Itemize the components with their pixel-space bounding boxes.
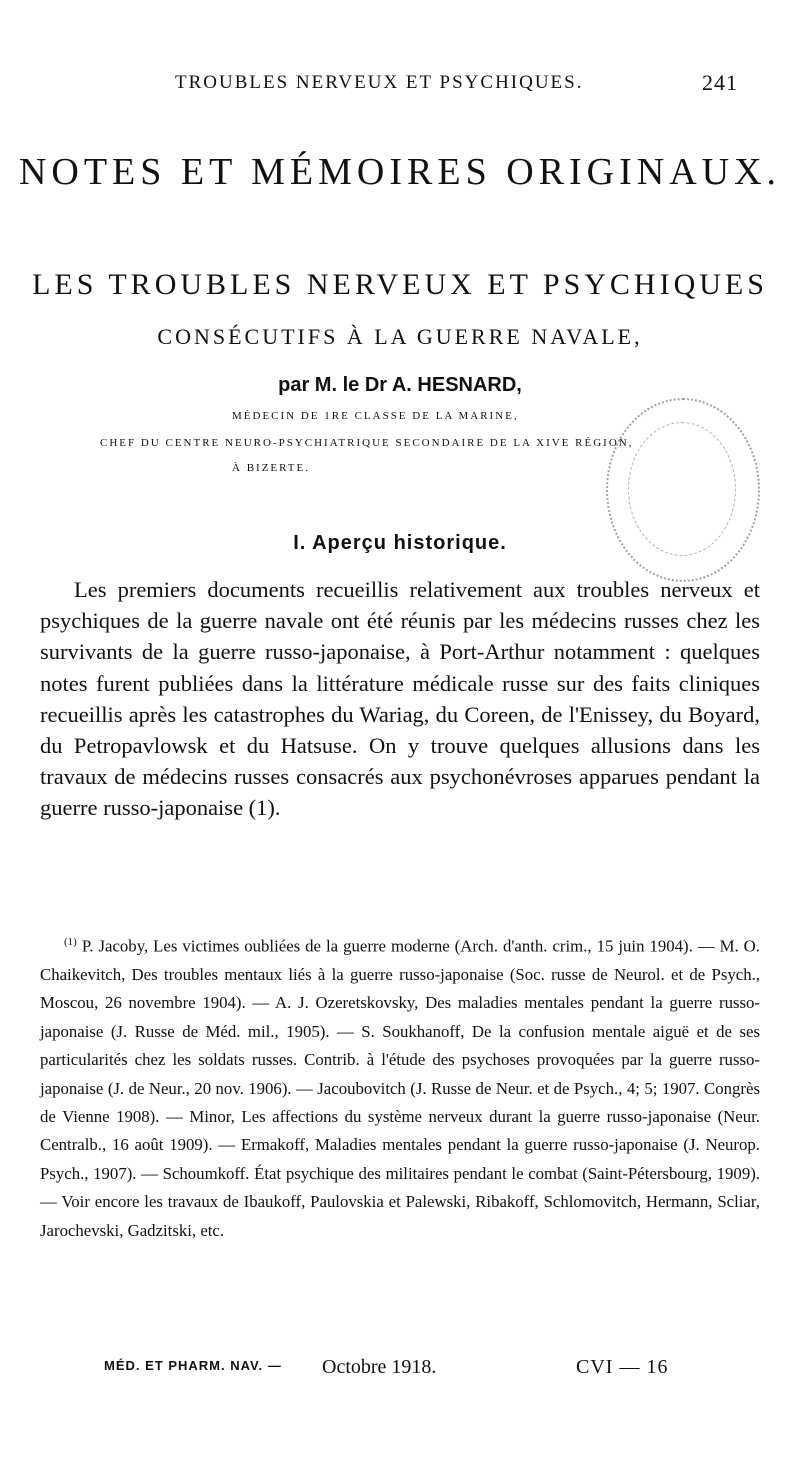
article-title: LES TROUBLES NERVEUX ET PSYCHIQUES — [32, 268, 768, 301]
running-head — [0, 72, 800, 102]
section-heading-historique: I. Aperçu historique. — [293, 532, 507, 554]
body-text — [40, 574, 760, 824]
article-subtitle: CONSÉCUTIFS À LA GUERRE NAVALE, — [157, 324, 643, 349]
footnote — [40, 928, 760, 1245]
footnotes — [40, 928, 760, 1245]
footnote-text: P. Jacoby, Les victimes oubliées de la guerre moderne (Arch. d'anth. crim., 15 juin 1904). — M. O. Chaikevitch, Des troubles mentaux liés à la guerre russo-japonaise (Soc. russe de Neurol. et de Psych., Moscou, 26 novembre 1904). — A. J. Ozeretskovsky, Des maladies mentales pendant la guerre russo-japonaise (J. Russe de Méd. mil., 1905). — S. Soukhanoff, De la confusion mentale aiguë et de ses particularités chez les soldats russes. Contrib. à l'étude des psychoses provoquées par la guerre russo-japonaise (J. de Neur., 20 nov. 1906). — Jacoubovitch (J. Russe de Neur. et de Psych., 4; 5; 1907. Congrès de Vienne 1908). — Minor, Les affections du système nerveux durant la guerre russo-japonaise (Neur. Centralb., 16 août 1909). — Ermakoff, Maladies mentales pendant la guerre russo-japonaise (J. Neurop. Psych., 1907). — Schoumkoff. État psychique des militaires pendant le combat (Saint-Pétersbourg, 1909). — Voir encore les travaux de Ibaukoff, Paulovskia et Palewski, Ribakoff, Schlomovitch, Hermann, Scliar, Jarochevski, Gadzitski, etc. — [40, 936, 760, 1240]
page-number: 241 — [702, 70, 738, 95]
author-affiliation-place: À BIZERTE. — [232, 462, 310, 474]
running-head-title: TROUBLES NERVEUX ET PSYCHIQUES. — [175, 72, 584, 93]
body-paragraph: Les premiers documents recueillis relativement aux troubles nerveux et psychiques de la guerre navale ont été réunis par les médecins russes chez les survivants de la guerre russo-japonaise, à Port-Arthur notamment : quelques notes furent publiées dans la littérature médicale russe sur des faits cliniques recueillis après les catastrophes du Wariag, du Coreen, de l'Enissey, du Boyard, du Petropavlowsk et du Hatsuse. On y trouve quelques allusions dans les travaux de médecins russes consacrés aux psychonévroses apparues pendant la guerre russo-japonaise (1). — [40, 577, 760, 821]
footer-journal: MÉD. ET PHARM. NAV. — — [104, 1358, 282, 1373]
author-affiliation-rank: MÉDECIN DE 1RE CLASSE DE LA MARINE, — [232, 410, 519, 422]
page-footer — [0, 1356, 800, 1386]
author-byline: par M. le Dr A. HESNARD, — [278, 374, 522, 396]
author-affiliation-role: CHEF DU CENTRE NEURO-PSYCHIATRIQUE SECONDAIRE DE LA XIVE RÉGION, — [100, 437, 634, 449]
section-title: NOTES ET MÉMOIRES ORIGINAUX. — [18, 151, 782, 193]
footer-date: Octobre 1918. — [322, 1356, 437, 1378]
footer-signature: CVI — 16 — [576, 1356, 669, 1378]
footnote-mark: (1) — [64, 936, 77, 948]
